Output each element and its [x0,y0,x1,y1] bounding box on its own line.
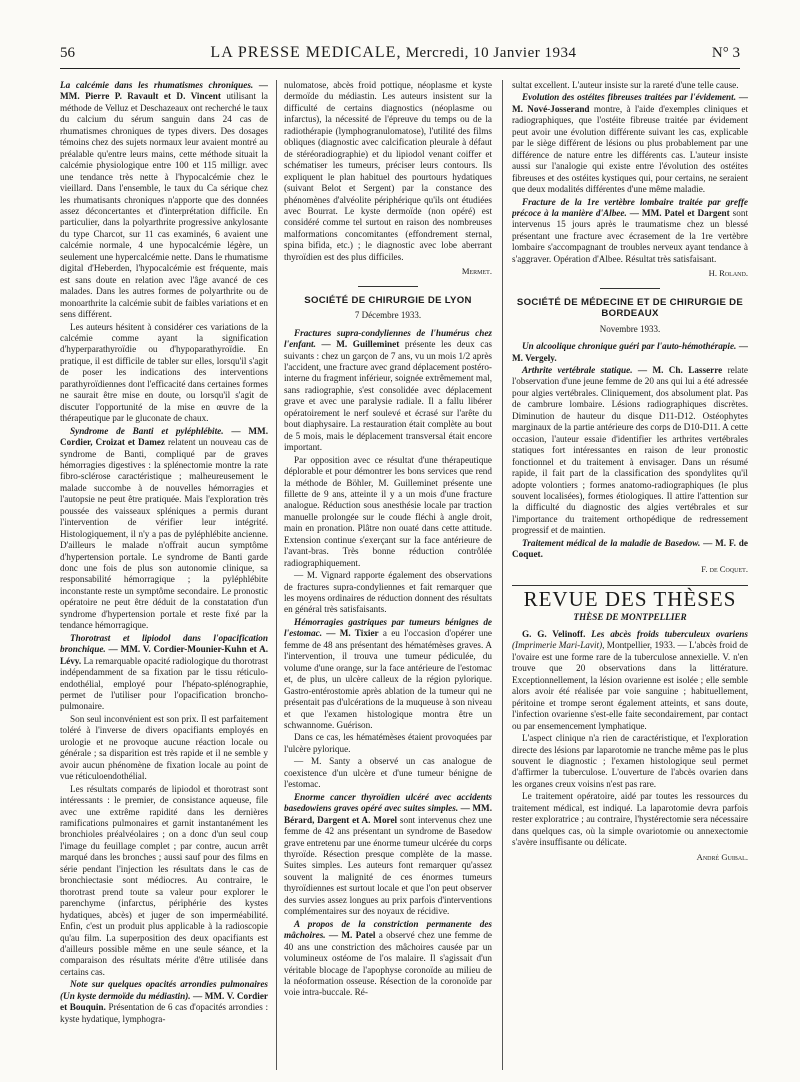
signature: Mermet. [461,266,492,277]
these-heading: THÈSE DE MONTPELLIER [573,611,687,622]
article-banti: Syndrome de Banti et pyléphlébite. — MM. Cordier, Croizat et Damez relatent un nouveau cas de syndrome de Banti, compliqué par de graves hémorragies digestives : la splénectomie montre la rate fibro-sclérose caractéristique ; malheureusement le malade succombe à de nouvelles hémorragies et l'autopsie ne peut être pratiquée. Mais l'exploration très poussée des vaisseaux spléniques a permis durant l'intervention de vérifier leur intégrité. Histologiquement, il n'y a pas de pyléphlébite ancienne. D'ailleurs le malade n'offrait aucun symptôme d'hypertension portale. Le syndrome de Banti garde donc une fois de plus son autonomie clinique, sa responsabilité hémorragique ; la pyléphlébite inconstante reste un symptôme secondaire. Le pronostic opératoire ne peut être déduit de la constatation d'un syndrome d'hypertension portale et reste fixé par la tendance hémorragique. [60,425,268,631]
signature: F. de Coquet. [701,563,748,574]
issue-number: N° 3 [711,45,740,61]
article-osteites: Evolution des ostéites fibreuses traitées par l'évidement. — M. Nové-Josserand montre, à l'aide d'exemples cliniques et radiographiques, que l'ostéite fibreuse traitée par évidement peut avoir une évolution différente suivant les cas, explicable par le siège différent de lésions ou plus probablement par une différence de nature entre les différents cas. L'auteur insiste aussi sur l'analogie qui existe entre l'évolution des ostéites fibreuses et des ostéites kystiques qui, pour certains, ne seraient que deux modalités différentes d'une même maladie. [512,92,748,195]
signature: H. Roland. [708,268,748,279]
article-basedow: Traitement médical de la maladie de Basedow. — M. F. de Coquet. [512,537,748,560]
page-number: 56 [60,45,75,61]
these-velinoff: G. G. Velinoff. Les abcès froids tuberculeux ovariens (Imprimerie Mari-Lavit), Montpellier, 1933. — L'abcès froid de l'ovaire est une forme rare de la tuberculose annexielle. V. n'en trouve que 20 observations dans la littérature. Exceptionnellement, la lésion ovarienne est isolée ; elle semble alors avoir été réalisée par voie sanguine ; habituellement, péritoine et trompe seront également atteints, et sans doute, l'infection ovarienne s'est-elle faite secondairement, par contact ou par ensemencement lymphatique. [512,629,748,731]
article-arthrite: Arthrite vertébrale statique. — M. Ch. Lasserre relate l'observation d'une jeune femme de 20 ans qui lui a été adressée pour algies vertébrales. Cliniquement, dos absolument plat. Pas de cambrure lombaire. Lésions radiographiques discrètes. Diminution de hauteur du disque D11-D12. Ostéophytes marginaux de la partie antérieure des corps de D10-D11. A cette occasion, l'auteur essaie d'identifier les arthrites vertébrales statiques fort intéressantes en raison de leur pronostic fonctionnel et du traitement à envisager. Dans un résumé rapide, il fait part de la classification des spondylites qu'il adopte volontiers ; formes anatomo-radiographiques (le plus souvent localisées), formes étiologiques. Il attire l'attention sur la difficulté du diagnostic des algies vertébrales et sur l'importance du traitement orthopédique de redressement progressif et de maintien. [512,364,748,536]
article-opacites-cont: nulomatose, abcès froid pottique, néoplasme et kyste dermoïde du médiastin. Les auteurs insistent sur la difficulté de certains diagnostics (néoplasme ou infarctus), la nécessité de l'épreuve du temps ou de la radiothérapie (lymphogranulomatose), l'utilité des films obliques (diagnostic avec calcification pleurale à défaut de stéréoradiographie) et du lipiodol venant coiffer et schématiser les tumeurs, préciser leurs contours. Ils expliquent le plan habituel des pourtours hydatiques (suivant Belot et Sergent) par la constance des phénomènes d'alvéolite périphérique qu'ils ont étudiées avec Bourrat. Le kyste dermoïde (non opéré) est considéré comme tel surtout en raison des nombreuses malformations concomitantes (effondrement sternal, spina bifida, etc.) ; le diagnostic avec lobe aberrant thyroïdien est des plus difficiles. [284,80,492,262]
article-vertebre: Fracture de la 1re vertèbre lombaire traitée par greffe précoce à la manière d'Albee. — MM. Patel et Dargent sont intervenus 15 jours après le traumatisme chez un blessé présentant une fracture avec écrasement de la 1re vertèbre lombaire s'accompagnant de troubles nerveux ayant tendance à s'aggraver. Opération d'Albee. Résultat très satisfaisant. [512,196,748,264]
column-2: nulomatose, abcès froid pottique, néoplasme et kyste dermoïde du médiastin. Les auteurs insistent sur la difficulté de certains diagnostics (néoplasme ou infarctus), la nécessité de l'épreuve du temps ou de la radiothérapie (lymphogranulomatose), l'utilité des films obliques (diagnostic avec calcification pleurale à défaut de stéréoradiographie) et du lipiodol venant coiffer et schématiser les tumeurs, préciser leurs contours. Ils expliquent le plan habituel des pourtours hydatiques (suivant Belot et Sergent) par la constance des phénomènes d'alvéolite périphérique qu'ils ont étudiées avec Bourrat. Le kyste dermoïde (non opéré) est considéré comme tel surtout en raison des nombreuses malformations concomitantes (effondrement sternal, spina bifida, etc.) ; le diagnostic avec lobe aberrant thyroïdien est des plus difficiles. Mermet. SOCIÉTÉ DE CHIRURGIE DE LYON 7 Décembre 1933. Fractures supra-condyliennes de l'humérus chez l'enfant. — M. Guilleminet présente les deux cas suivants : chez un garçon de 7 ans, vu un mois 1/2 après l'accident, une fracture avec grand déplacement postéro-interne du fragment inférieur, soignée extrêmement mal, sans radiographie, s'est consolidée avec déplacement grave et avec une paralysie radiale. Il a fallu libérer opératoirement le nerf soulevé et écrasé sur l'arête du bout diaphysaire. La restauration était complète au bout de 5 mois, mais le déplacement transversal était encore important. Par opposition avec ce résultat d'une thérapeutique déplorable et pour démontrer les bons services que rend la méthode de Böhler, M. Guilleminet présente une fillette de 9 ans, atteinte il y a un mois d'une fracture analogue. Réduction sous anesthésie locale par traction manuelle prolongée sur le coude fléchi à angle droit, main en pronation. Plâtre non ouaté dans cette attitude. Extension continue s'exerçant sur la face antérieure de l'avant-bras. Très bonne réduction contrôlée radiographiquement. — M. Vignard rapporte également des observations de fractures supra-condyliennes et fait remarquer que les moyens ordinaires de réduction donnent des résultats en général très satisfaisants. Hémorragies gastriques par tumeurs bénignes de l'estomac. — M. Tixier a eu l'occasion d'opérer une femme de 48 ans présentant des hématémèses graves. A l'intervention, il trouva une tumeur pédiculée, du volume d'une orange, sur la face antérieure de l'estomac et, de plus, un ulcère calleux de la région pylorique. Gastro-entérostomie après ablation de la tumeur qui ne présentait pas d'ulcérations de la muqueuse à son niveau et que l'examen histologique montra être un schwannome. Guérison. Dans ce cas, les hématémèses étaient provoquées par l'ulcère pylorique. — M. Santy a observé un cas analogue de coexistence d'un ulcère et d'une tumeur bénigne de l'estomac. Enorme cancer thyroïdien ulcéré avec accidents basedowiens graves opéré avec suites simples. — MM. Bérard, Dargent et A. Morel sont intervenus chez une femme de 42 ans présentant un syndrome de Basedow grave entretenu par une énorme tumeur ulcérée du corps thyroïde. Résection presque complète de la masse. Suites simples. Les auteurs font remarquer qu'assez souvent la malignité de ces énormes tumeurs thyroïdiennes est surtout locale et que l'on peut observer des survies assez longues au prix parfois d'interventions complémentaires sur des noyaux de récidive. A propos de la constriction permanente des mâchoires. — M. Patel a observé chez une femme de 40 ans une constriction des mâchoires causée par un volumineux ostéome de l'os malaire. Il s'agissait d'un véritable blocage de l'apophyse coronoïde au milieu de la néoformation osseuse. Résection de la coronoïde par voie intra-buccale. Ré- [284,80,492,998]
article-cancer-thyroidien: Enorme cancer thyroïdien ulcéré avec accidents basedowiens graves opéré avec suites simples. — MM. Bérard, Dargent et A. Morel sont intervenus chez une femme de 42 ans présentant un syndrome de Basedow grave entretenu par une énorme tumeur ulcérée du corps thyroïde. Résection presque complète de la masse. Suites simples. Les auteurs font remarquer qu'assez souvent la malignité de ces énormes tumeurs thyroïdiennes est surtout locale et que l'on peut observer des survies assez longues au prix parfois d'interventions complémentaires sur des noyaux de récidive. [284,791,492,917]
article-constriction: A propos de la constriction permanente des mâchoires. — M. Patel a observé chez une femme de 40 ans une constriction des mâchoires causée par un volumineux ostéome de l'os malaire. Il s'agissait d'un véritable blocage de l'apophyse coronoïde au milieu de la néoformation osseuse. Résection de la coronoïde par voie intra-buccale. Ré- [284,918,492,998]
section-date: 7 Décembre 1933. [354,310,422,321]
page-header [60,44,740,69]
divider [358,286,418,287]
article-alcoolique: Un alcoolique chronique guéri par l'auto-hémothérapie. — M. Vergely. [512,341,748,363]
column-3: sultat excellent. L'auteur insiste sur la rareté d'une telle cause. Evolution des ostéites fibreuses traitées par l'évidement. — M. Nové-Josserand montre, à l'aide d'exemples cliniques et radiographiques, que l'ostéite fibreuse traitée par évidement peut avoir une évolution différente suivant les cas, explicable par le siège différent de lésions ou plus probablement par une différence de nature entre les différents cas. L'auteur insiste aussi sur l'analogie qui existe entre l'évolution des ostéites fibreuses et des ostéites kystiques qui, pour certains, ne seraient que deux modalités différentes d'une même maladie. Fracture de la 1re vertèbre lombaire traitée par greffe précoce à la manière d'Albee. — MM. Patel et Dargent sont intervenus 15 jours après le traumatisme chez un blessé présentant une fracture avec écrasement de la 1re vertèbre lombaire s'accompagnant de troubles nerveux ayant tendance à s'aggraver. Opération d'Albee. Résultat très satisfaisant. H. Roland. SOCIÉTÉ DE MÉDECINE ET DE CHIRURGIE DE BORDEAUX Novembre 1933. Un alcoolique chronique guéri par l'auto-hémothérapie. — M. Vergely. Arthrite vertébrale statique. — M. Ch. Lasserre relate l'observation d'une jeune femme de 20 ans qui lui a été adressée pour algies vertébrales. Cliniquement, dos absolument plat. Pas de cambrure lombaire. Lésions radiographiques discrètes. Diminution de hauteur du disque D11-D12. Ostéophytes marginaux de la partie antérieure des corps de D10-D11. A cette occasion, l'auteur essaie d'identifier les arthrites vertébrales statiques fort intéressantes en raison de leur pronostic fonctionnel et du traitement à envisager. Dans un résumé rapide, il fait part de la classification des spondylites qu'il adopte volontiers ; formes anatomo-radiographiques (le plus souvent localisées), formes étiologiques. Il attire l'attention sur la difficulté du diagnostic des algies vertébrales et sur l'importance du traitement orthopédique de redressement progressif et de maintien. Traitement médical de la maladie de Basedow. — M. F. de Coquet. F. de Coquet. REVUE DES THÈSES THÈSE DE MONTPELLIER G. G. Velinoff. Les abcès froids tuberculeux ovariens (Imprimerie Mari-Lavit), Montpellier, 1933. — L'abcès froid de l'ovaire est une forme rare de la tuberculose annexielle. V. n'en trouve que 20 observations dans la littérature. Exceptionnellement, la lésion ovarienne est isolée ; elle semble alors avoir été réalisée par voie sanguine ; habituellement, péritoine et trompe seront également atteints, et sans doute, l'infection ovarienne s'est-elle faite secondairement, par contact ou par ensemencement lymphatique. L'aspect clinique n'a rien de caractéristique, et l'exploration directe des lésions par laparotomie ne tranche même pas le plus souvent le diagnostic ; l'examen histologique seul permet d'affirmer la tuberculose. L'ouverture de l'abcès ovarien dans les organes creux voisins n'est pas rare. Le traitement opératoire, aidé par toutes les ressources du traitement médical, est indiqué. La laparotomie devra parfois rester exploratrice ; au contraire, l'hystérectomie sera nécessaire dans quelques cas, où la simple ovariotomie ou annexectomie s'avère insuffisante ou délicate. André Guibal. [512,80,748,862]
article-thorotrast: Thorotrast et lipiodol dans l'opacification bronchique. — MM. V. Cordier-Mounier-Kuhn et A. Lévy. La remarquable opacité radiologique du thorotrast indépendamment de sa fixation par le tissu réticulo-endothélial, employé pour l'hépato-splénographie, permet de l'utiliser pour l'opacification broncho-pulmonaire. [60,632,268,712]
issue-date: Mercredi, 10 Janvier 1934 [405,45,577,61]
divider [600,288,660,289]
section-title: SOCIÉTÉ DE MÉDECINE ET DE CHIRURGIE DE BORDEAUX [516,296,744,320]
revue-des-theses-heading: REVUE DES THÈSES [512,585,748,605]
column-divider [276,80,277,1070]
article-calcemie: La calcémie dans les rhumatismes chroniques. — MM. Pierre P. Ravault et D. Vincent utilisant la méthode de Velluz et Deschazeaux ont recherché le taux du calcium du sérum sanguin dans 24 cas de rhumatismes chroniques de types divers. Des dosages témoins chez des sujets normaux leur avaient montré au préalable qu'entre leurs mains, cette méthode situait la calcémie physiologique entre 100 et 115 milligr. avec une tendance très nette à l'hypocalcémie chez le vieillard. Dans l'ensemble, le taux du Ca sérique chez les rhumatisants chroniques n'apporte que des données assez déconcertantes et d'interprétation difficile. En particulier, dans la polyarthrite progressive ankylosante du type Charcot, sur 11 cas examinés, 6 avaient une calcémie normale, 4 une hypocalcémie légère, un seulement une hypercalcémie nette. Dans le rhumatisme digital d'Heberden, l'hypocalcémie est fréquente, mais est sans doute en relation avec l'âge avancé de ces malades. Dans les autres formes de polyarthrite ou de monoarthrite la calcémie subit de faibles variations et en sens différent. [60,80,268,320]
column-divider [502,80,503,1070]
signature: André Guibal. [696,851,748,862]
journal-title [210,44,576,62]
journal-name: LA PRESSE MEDICALE, [210,44,402,61]
section-date: Novembre 1933. [599,323,661,334]
article-fractures: Fractures supra-condyliennes de l'humérus chez l'enfant. — M. Guilleminet présente les deux cas suivants : chez un garçon de 7 ans, vu un mois 1/2 après l'accident, une fracture avec grand déplacement postéro-interne du fragment inférieur, soignée extrêmement mal, sans radiographie, s'est consolidée avec déplacement grave et avec une paralysie radiale. Il a fallu libérer opératoirement le nerf soulevé et écrasé sur l'arête du bout diaphysaire. La restauration était complète au bout de 5 mois, mais le déplacement transversal était encore important. [284,327,492,453]
column-1: La calcémie dans les rhumatismes chroniques. — MM. Pierre P. Ravault et D. Vincent utilisant la méthode de Velluz et Deschazeaux ont recherché le taux du calcium du sérum sanguin dans 24 cas de rhumatismes chroniques de types divers. Des dosages témoins chez des sujets normaux leur avaient montré au préalable qu'entre leurs mains, cette méthode situait la calcémie physiologique entre 100 et 115 milligr. avec une tendance très nette à l'hypocalcémie chez le vieillard. Dans l'ensemble, le taux du Ca sérique chez les rhumatisants chroniques n'apporte que des données assez déconcertantes et d'interprétation difficile. En particulier, dans la polyarthrite progressive ankylosante du type Charcot, sur 11 cas examinés, 6 avaient une calcémie normale, 4 une hypocalcémie légère, un seulement une hypercalcémie nette. Dans le rhumatisme digital d'Heberden, l'hypocalcémie est fréquente, mais est sans doute en relation avec l'âge avancé de ces malades. Dans les autres formes de polyarthrite ou de monoarthrite la calcémie subit de faibles variations et en sens différent. Les auteurs hésitent à considérer ces variations de la calcémie comme ayant la signification d'hyperparathyroïdie ou d'hypoparathyroïdie. En pratique, il est difficile de tabler sur elles, lorsqu'il s'agit de poser les indications des interventions parathyroïdiennes dont l'efficacité dans certaines formes ne saurait être mise en doute, ou lorsqu'il s'agit de discuter l'opportunité de la mise en œuvre de la thérapeutique par le gluconate de chaux. Syndrome de Banti et pyléphlébite. — MM. Cordier, Croizat et Damez relatent un nouveau cas de syndrome de Banti, compliqué par de graves hémorragies digestives : la splénectomie montre la rate fibro-sclérose caractéristique ; malheureusement le malade succombe à de nouvelles hémorragies et l'autopsie ne peut être pratiquée. Mais l'exploration très poussée des vaisseaux spléniques a permis durant l'intervention de vérifier leur intégrité. Histologiquement, il n'y a pas de pyléphlébite ancienne. D'ailleurs le malade n'offrait aucun symptôme d'hypertension portale. Le syndrome de Banti garde donc une fois de plus son autonomie clinique, sa responsabilité hémorragique ; la pyléphlébite inconstante reste un symptôme secondaire. Le pronostic opératoire ne peut être déduit de la constatation d'un syndrome d'hypertension portale et reste fixé par la tendance hémorragique. Thorotrast et lipiodol dans l'opacification bronchique. — MM. V. Cordier-Mounier-Kuhn et A. Lévy. La remarquable opacité radiologique du thorotrast indépendamment de sa fixation par le tissu réticulo-endothélial, employé pour l'hépato-splénographie, permet de l'utiliser pour l'opacification broncho-pulmonaire. Son seul inconvénient est son prix. Il est parfaitement toléré à l'inverse de divers opacifiants employés en urologie et ne provoque aucune réaction locale ou générale ; sa disparition est très rapide et il ne semble y avoir aucun phénomène de fixation locale au point de vue réticuloendothélial. Les résultats comparés de lipiodol et thorotrast sont intéressants : le premier, de consistance aqueuse, file avec une extrême rapidité dans les dernières ramifications pulmonaires et garnit instantanément les bronchioles préalvéolaires ; on a donc d'un seul coup l'image du feuillage complet ; par contre, aucun arrêt marqué dans les bronches ; aussi sauf pour des films en série pendant l'injection les résultats dans le cas de bronchiectasie sont médiocres. Au contraire, le thorotrast prend toute sa valeur pour explorer le parenchyme (infarctus, périphérie des kystes hydatiques, abcès) et juger de son imperméabilité. Enfin, c'est un produit plus applicable à la radioscopie qu'au film. La superposition des deux opacifiants est d'ailleurs possible même en une seule séance, et la comparaison des résultats mérite d'être utilisée dans certains cas. Note sur quelques opacités arrondies pulmonaires (Un kyste dermoïde du médiastin). — MM. V. Cordier et Bouquin. Présentation de 6 cas d'opacités arrondies : kyste hydatique, lymphogra- [60,80,268,1024]
article-hemorragies: Hémorragies gastriques par tumeurs bénignes de l'estomac. — M. Tixier a eu l'occasion d'opérer une femme de 48 ans présentant des hématémèses graves. A l'intervention, il trouva une tumeur pédiculée, du volume d'une orange, sur la face antérieure de l'estomac et, de plus, un ulcère calleux de la région pylorique. Gastro-entérostomie après ablation de la tumeur qui ne présentait pas d'ulcérations de la muqueuse à son niveau et que l'examen histologique montra être un schwannome. Guérison. [284,616,492,731]
section-title: SOCIÉTÉ DE CHIRURGIE DE LYON [304,294,472,306]
article-opacites: Note sur quelques opacités arrondies pulmonaires (Un kyste dermoïde du médiastin). — MM. V. Cordier et Bouquin. Présentation de 6 cas d'opacités arrondies : kyste hydatique, lymphogra- [60,979,268,1024]
